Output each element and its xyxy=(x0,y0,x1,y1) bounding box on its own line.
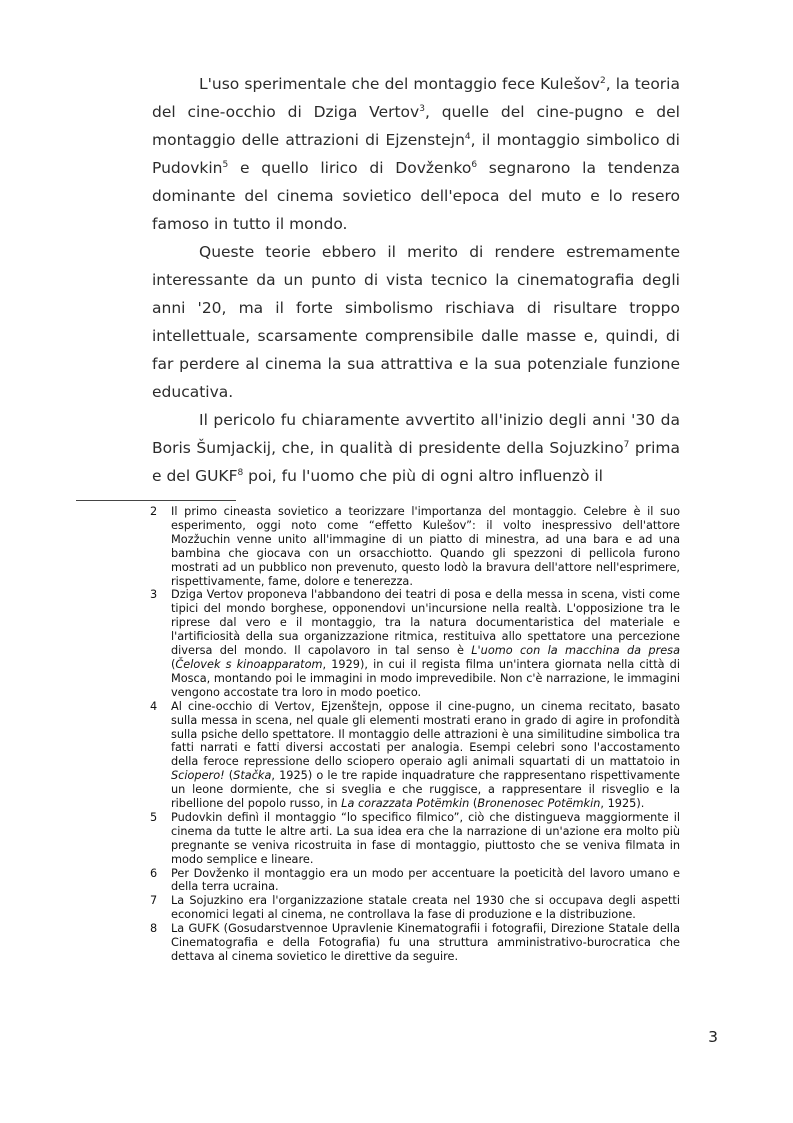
paragraph-1 xyxy=(152,70,680,238)
footnote-ref-8[interactable]: 8 xyxy=(237,468,244,478)
paragraph-text: prima e del GUKF xyxy=(152,439,680,485)
footnote-text: Per Dovženko il montaggio era un modo per accentuare la poeticità del lavoro umano e della terra ucraina. xyxy=(171,866,680,894)
footnote-text-part: Al cine-occhio di Vertov, Ejzenštejn, oppose il cine-pugno, un cinema recitato, basato sulla messa in scena, nel quale gli elementi mostrati erano in grado di agire in profondità sulla psiche dello spettatore. Il montaggio delle attrazioni è una similitudine simbolica tra fatti narrati e fatti diversi accostati per analogia. Esempi celebri sono l'accostamento della feroce repressione dello sciopero operaio agli animali squartati di un mattatoio in xyxy=(171,699,680,769)
footnote-text-part: ( xyxy=(171,657,176,671)
paragraph-2: Queste teorie ebbero il merito di rendere estremamente interessante da un punto di vista tecnico la cinematografia degli anni '20, ma il forte simbolismo rischiava di risultare troppo intellettuale, scarsamente comprensibile dalle masse e, quindi, di far perdere al cinema la sua attrattiva e la sua potenziale funzione educativa. xyxy=(152,243,680,401)
footnote-ref-7[interactable]: 7 xyxy=(623,440,630,450)
paragraph-text: poi, fu l'uomo che più di ogni altro influenzò il xyxy=(243,467,603,485)
footnote-7 xyxy=(150,894,680,922)
paragraph-3 xyxy=(152,406,680,490)
footnote-number: 4 xyxy=(150,699,158,713)
footnote-number: 8 xyxy=(150,922,158,936)
footnote-text-part: ( xyxy=(469,797,478,811)
footnote-text-part: Dziga Vertov proponeva l'abbandono dei teatri di posa e della messa in scena, visti come tipici del mondo borghese, opponendovi un'incursione nella realtà. L'opposizione tra le riprese dal vero e il montaggio, tra la natura documentaristica del materiale e l'artificiosità della sua organizzazione ritmica, restituiva allo spettatore una percezione diversa del mondo. Il capolavoro in tal senso è xyxy=(171,588,680,658)
footnotes xyxy=(150,505,680,964)
footnote-separator xyxy=(76,500,236,501)
footnote-text: La Sojuzkino era l'organizzazione statale creata nel 1930 che si occupava degli aspetti economici legati al cinema, ne controllava la fase di produzione e la distribuzione. xyxy=(171,894,680,922)
paragraph-text: segnarono la tendenza dominante del cinema sovietico dell'epoca del muto e lo resero famoso in tutto il mondo. xyxy=(152,159,680,233)
main-text xyxy=(152,70,680,490)
footnote-5 xyxy=(150,811,680,867)
footnote-number: 3 xyxy=(150,588,158,602)
footnote-text-part: , 1925). xyxy=(600,797,645,811)
page-number: 3 xyxy=(708,1028,718,1046)
footnote-4 xyxy=(150,700,680,811)
footnote-ref-5[interactable]: 5 xyxy=(222,160,229,170)
film-title: Stačka xyxy=(233,769,272,783)
paragraph-text: Il pericolo fu chiaramente avvertito all'inizio degli anni '30 da Boris Šumjackij, che, in qualità di presidente della Sojuzkino xyxy=(152,411,680,457)
footnote-ref-6[interactable]: 6 xyxy=(471,160,478,170)
footnote-text: Il primo cineasta sovietico a teorizzare l'importanza del montaggio. Celebre è il suo esperimento, oggi noto come “effetto Kulešov”: il volto inespressivo dell'attore Mozžuchin venne unito all'immagine di un piatto di minestra, ad una bara e ad una bambina che giocava con un orsacchiotto. Quando gli spezzoni di pellicola furono mostrati ad un pubblico non prevenuto, questo lodò la bravura dell'attore nell'esprimere, rispettivamente, fame, dolore e tenerezza. xyxy=(171,505,680,588)
footnote-number: 2 xyxy=(150,505,158,518)
film-title: Bronenosec Potëmkin xyxy=(477,797,601,811)
film-title: Čelovek s kinoapparatom xyxy=(175,657,323,671)
footnote-number: 6 xyxy=(150,866,158,880)
footnote-text-part: , 1925) o le tre rapide inquadrature che rappresentano rispettivamente un leone dormiente, che si sveglia e che ruggisce, a rappresentare il risveglio e la ribellione del popolo russo, in xyxy=(171,769,681,811)
film-title: Sciopero! xyxy=(171,769,225,783)
footnote-ref-4[interactable]: 4 xyxy=(464,132,471,142)
paragraph-text: , la teoria del cine-occhio di Dziga Vertov xyxy=(152,75,680,121)
paragraph-text: L'uso sperimentale che del montaggio fece Kulešov xyxy=(199,75,600,93)
footnote-3 xyxy=(150,588,680,699)
footnote-text xyxy=(171,588,680,699)
footnote-8 xyxy=(150,922,680,964)
footnote-text xyxy=(171,700,680,811)
footnote-number: 7 xyxy=(150,894,158,908)
footnote-number: 5 xyxy=(150,810,158,824)
footnote-text-part: , 1929), in cui il regista filma un'intera giornata nella città di Mosca, montando poi le immagini in modo imprevedibile. Non c'è narrazione, le immagini vengono accostate tra loro in modo poetico. xyxy=(171,657,680,699)
footnote-ref-3[interactable]: 3 xyxy=(419,104,425,114)
footnote-text: Pudovkin definì il montaggio “lo specifico filmico”, ciò che distingueva maggiormente il cinema da tutte le altre arti. La sua idea era che la narrazione di un'azione era molto più pregnante se veniva ricostruita in fase di montaggio, piuttosto che se veniva filmata in modo semplice e lineare. xyxy=(171,810,680,866)
footnote-ref-2[interactable]: 2 xyxy=(599,76,606,86)
footnote-2 xyxy=(150,505,680,588)
film-title: La corazzata Potëmkin xyxy=(341,797,470,811)
paragraph-text: , quelle del cine-pugno e del montaggio delle attrazioni di Ejzenstejn xyxy=(152,103,680,149)
paragraph-text: , il montaggio simbolico di Pudovkin xyxy=(152,131,680,177)
paragraph-text: e quello lirico di Dovženko xyxy=(228,159,472,177)
footnote-text: La GUFK (Gosudarstvennoe Upravlenie Kinematografii i fotografii, Direzione Statale della Cinematografia e della Fotografia) fu una struttura amministrativo-burocratica che dettava al cinema sovietico le direttive da seguire. xyxy=(171,922,680,963)
film-title: L'uomo con la macchina da presa xyxy=(471,644,680,658)
footnote-text-part: ( xyxy=(224,769,234,783)
footnote-6 xyxy=(150,867,680,895)
